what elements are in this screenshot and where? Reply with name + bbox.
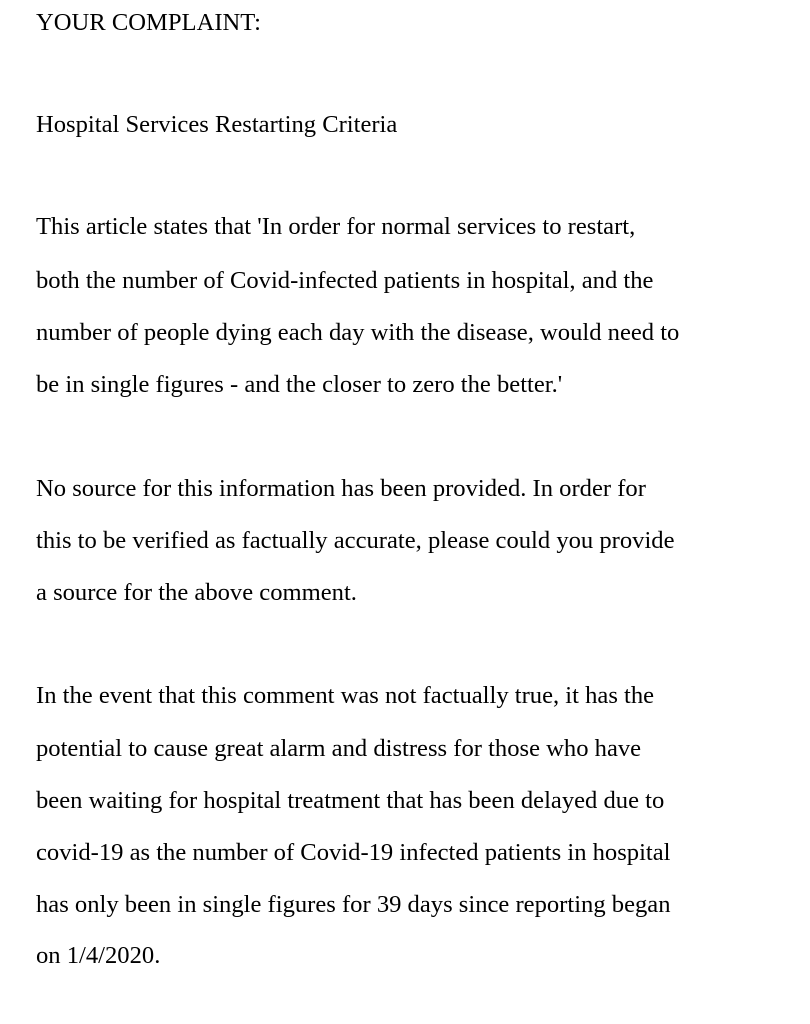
- complaint-subject: Hospital Services Restarting Criteria: [36, 111, 398, 138]
- paragraph-line: a source for the above comment.: [36, 579, 357, 606]
- paragraph-line: both the number of Covid-infected patients in hospital, and the: [36, 267, 654, 294]
- paragraph-line: this to be verified as factually accurate, please could you provide: [36, 527, 675, 554]
- complaint-heading: YOUR COMPLAINT:: [36, 9, 261, 36]
- paragraph-line: potential to cause great alarm and distress for those who have: [36, 735, 642, 762]
- paragraph-line: In the event that this comment was not factually true, it has the: [36, 682, 655, 709]
- paragraph-line: be in single figures - and the closer to zero the better.': [36, 371, 563, 398]
- paragraph-line: been waiting for hospital treatment that has been delayed due to: [36, 787, 665, 814]
- paragraph-line: No source for this information has been provided. In order for: [36, 475, 646, 502]
- paragraph-line: This article states that 'In order for normal services to restart,: [36, 213, 636, 240]
- paragraph-line: has only been in single figures for 39 days since reporting began: [36, 891, 671, 918]
- paragraph-line: covid-19 as the number of Covid-19 infected patients in hospital: [36, 839, 671, 866]
- paragraph-line: on 1/4/2020.: [36, 942, 161, 969]
- paragraph-line: number of people dying each day with the disease, would need to: [36, 319, 680, 346]
